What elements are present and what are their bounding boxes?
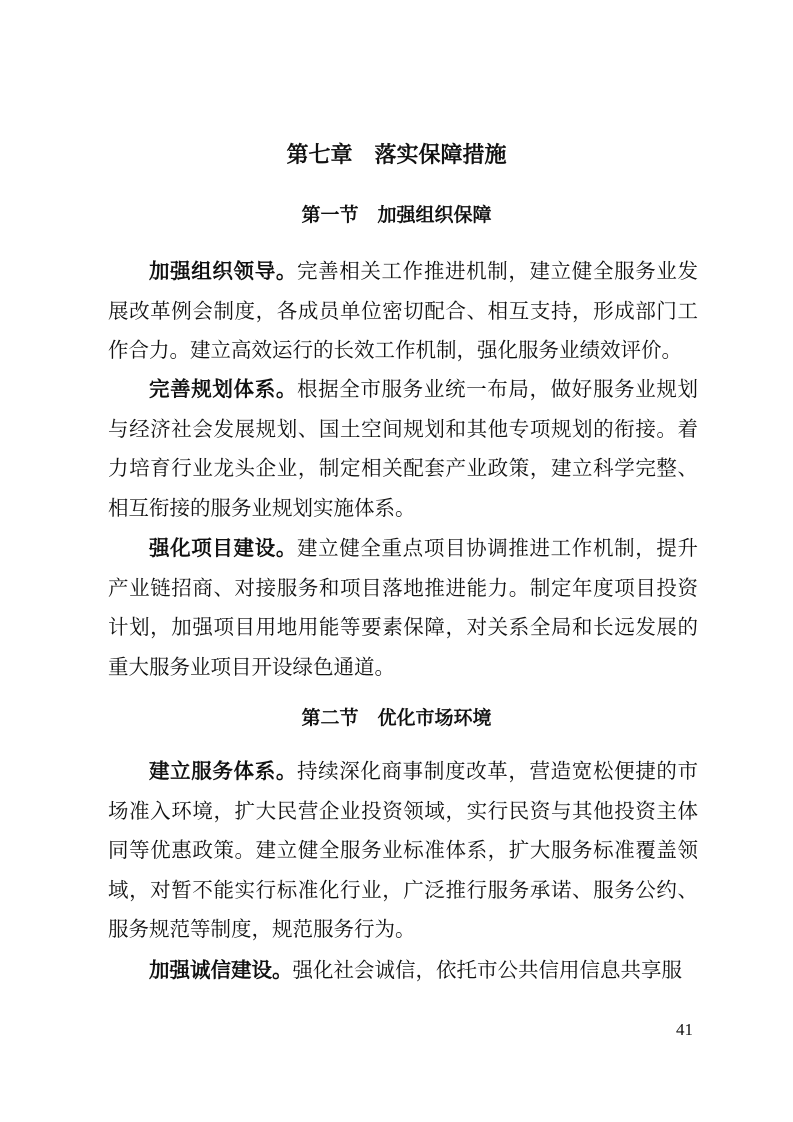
paragraph-text: 完善相关工作推进机制，建立健全服务业发展改革例会制度，各成员单位密切配合、相互支持，形成部门工作合力。建立高效运行的长效工作机制，强化服务业绩效评价。 <box>108 259 699 363</box>
section-title: 第二节 优化市场环境 <box>301 707 492 729</box>
paragraph-lead: 加强组织领导。 <box>149 259 297 283</box>
section-title: 第一节 加强组织保障 <box>301 204 492 226</box>
paragraph-text: 根据全市服务业统一布局，做好服务业规划与经济社会发展规划、国土空间规划和其他专项规划的衔接。着力培育行业龙头企业，制定相关配套产业政策，建立科学完整、相互衔接的服务业规划实施体系。 <box>108 377 699 520</box>
chapter-title: 第七章 落实保障措施 <box>286 143 507 168</box>
paragraph <box>108 370 698 528</box>
page-number: 41 <box>676 1020 693 1039</box>
paragraph-lead: 加强诚信建设。 <box>149 958 293 982</box>
paragraph-text: 强化社会诚信，依托市公共信用信息共享服 <box>292 958 682 982</box>
paragraph-lead: 强化项目建设。 <box>149 536 297 560</box>
paragraph-text: 持续深化商事制度改革，营造宽松便捷的市场准入环境，扩大民营企业投资领域，实行民资与其他投资主体同等优惠政策。建立健全服务业标准体系，扩大服务标准覆盖领域，对暂不能实行标准化行业，广泛推行服务承诺、服务公约、服务规范等制度，规范服务行为。 <box>108 759 699 942</box>
paragraph-text: 建立健全重点项目协调推进工作机制，提升产业链招商、对接服务和项目落地推进能力。制定年度项目投资计划，加强项目用地用能等要素保障，对关系全局和长远发展的重大服务业项目开设绿色通道。 <box>108 536 699 679</box>
paragraph <box>108 252 698 371</box>
paragraph <box>108 529 698 687</box>
paragraph <box>108 752 698 950</box>
paragraph-lead: 建立服务体系。 <box>149 759 297 783</box>
paragraph-lead: 完善规划体系。 <box>149 377 297 401</box>
paragraph <box>108 951 698 991</box>
